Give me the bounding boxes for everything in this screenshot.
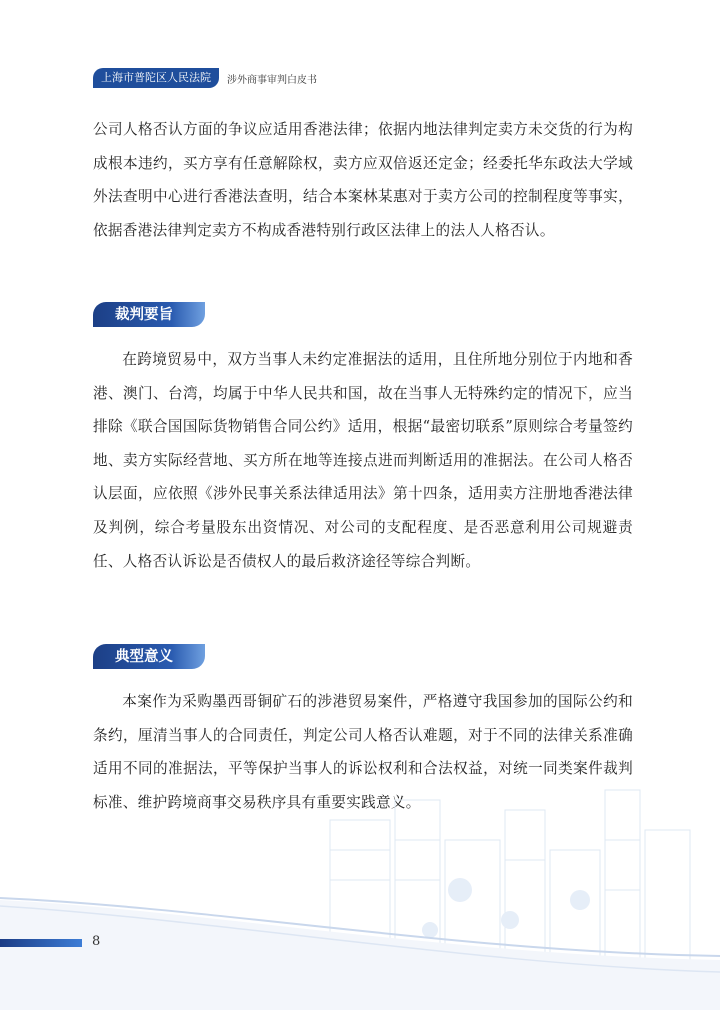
significance-paragraph: 本案作为采购墨西哥铜矿石的涉港贸易案件，严格遵守我国参加的国际公约和条约，厘清当事人的合同责任，判定公司人格否认难题，对于不同的法律关系准确适用不同的准据法，平等保护当事人的诉讼权利和合法权益，对统一同类案件裁判标准、维护跨境商事交易秩序具有重要实践意义。	[93, 693, 633, 811]
page-header	[93, 68, 317, 88]
cityscape-illustration	[0, 780, 720, 1010]
section-title-significance: 典型意义	[93, 644, 205, 669]
court-name-badge: 上海市普陀区人民法院	[93, 68, 219, 88]
page-number: 8	[92, 934, 101, 949]
document-title: 涉外商事审判白皮书	[227, 74, 317, 86]
intro-paragraph: 公司人格否认方面的争议应适用香港法律；依据内地法律判定卖方未交货的行为构成根本违约，买方享有任意解除权，卖方应双倍返还定金；经委托华东政法大学域外法查明中心进行香港法查明，结合本案林某惠对于卖方公司的控制程度等事实，依据香港法律判定卖方不构成香港特别行政区法律上的法人人格否认。	[93, 121, 633, 239]
ruling-gist-paragraph: 在跨境贸易中，双方当事人未约定准据法的适用，且住所地分别位于内地和香港、澳门、台湾，均属于中华人民共和国，故在当事人无特殊约定的情况下，应当排除《联合国国际货物销售合同公约》适用，根据“最密切联系”原则综合考量签约地、卖方实际经营地、买方所在地等连接点进而判断适用的准据法。在公司人格否认层面，应依照《涉外民事关系法律适用法》第十四条，适用卖方注册地香港法律及判例，综合考量股东出资情况、对公司的支配程度、是否恶意利用公司规避责任、人格否认诉讼是否债权人的最后救济途径等综合判断。	[93, 351, 633, 570]
page-number-bar	[0, 939, 82, 947]
section-title-ruling-gist: 裁判要旨	[93, 302, 205, 327]
